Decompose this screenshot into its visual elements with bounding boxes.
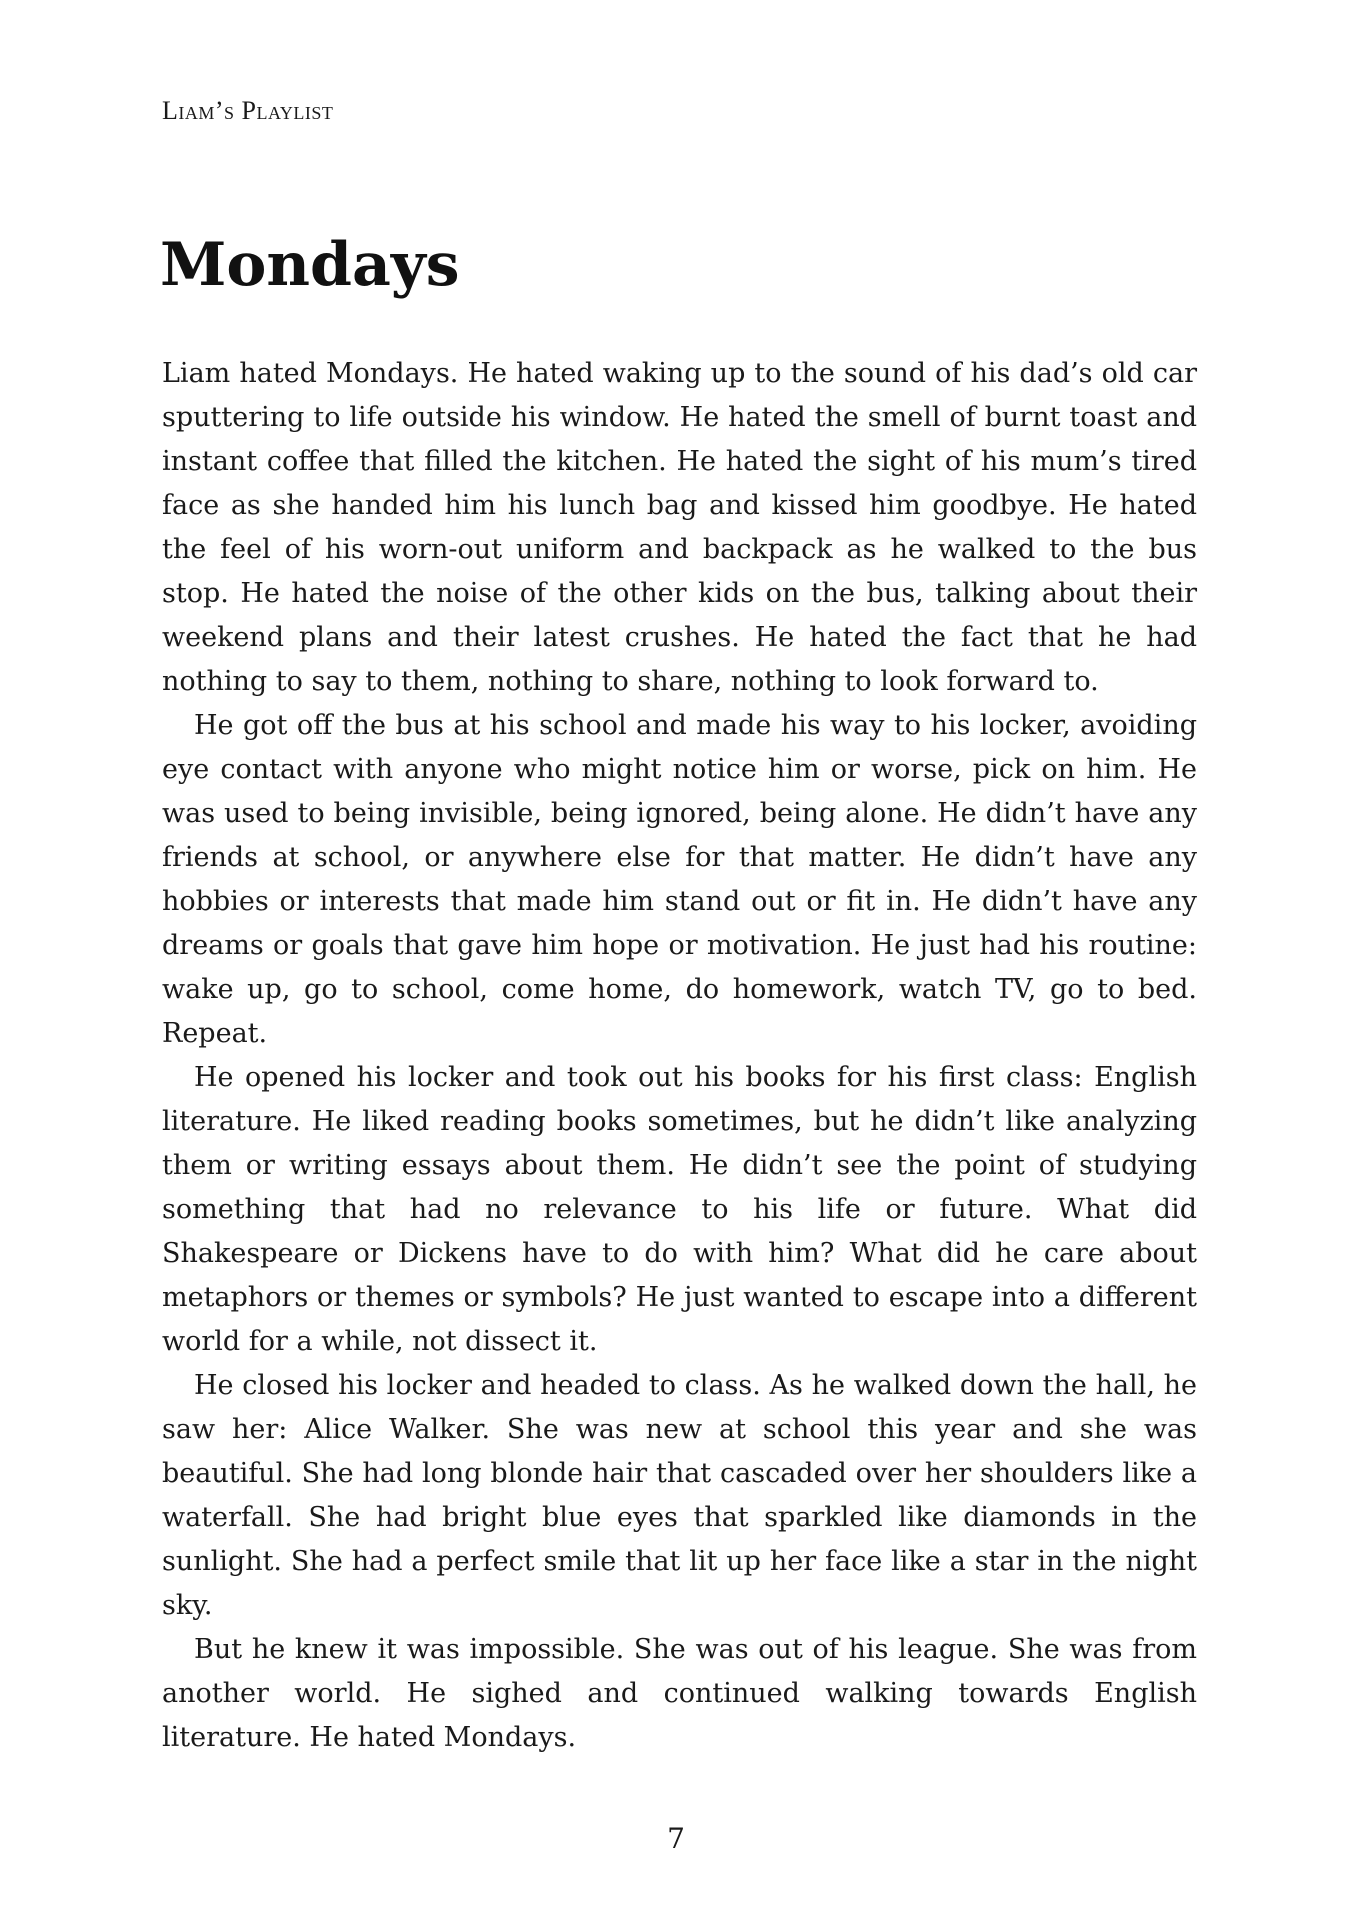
running-header: Liam’s Playlist	[162, 96, 334, 125]
paragraph-2: He got off the bus at his school and made his way to his locker, avoiding eye contact with anyone who might notice him or worse, pick on him. He was used to being invisible, being ignored, being alone. He didn’t have any friends at school, or anywhere else for that matter. He didn’t have any hobbies or interests that made him stand out or fit in. He didn’t have any dreams or goals that gave him hope or motivation. He just had his routine: wake up, go to school, come home, do homework, watch TV, go to bed. Repeat.	[162, 710, 1197, 1049]
paragraph-4: He closed his locker and headed to class. As he walked down the hall, he saw her: Alice Walker. She was new at school this year and she was beautiful. She had long blonde hair that cascaded over her shoulders like a waterfall. She had bright blue eyes that sparkled like diamonds in the sunlight. She had a perfect smile that lit up her face like a star in the night sky.	[162, 1370, 1197, 1621]
paragraph-5: But he knew it was impossible. She was out of his league. She was from another world. He sighed and continued walking towards English literature. He hated Mondays.	[162, 1634, 1197, 1753]
paragraph-3: He opened his locker and took out his books for his first class: English literature. He liked reading books sometimes, but he didn’t like analyzing them or writing essays about them. He didn’t see the point of studying something that had no relevance to his life or future. What did Shakespeare or Dickens have to do with him? What did he care about metaphors or themes or symbols? He just wanted to escape into a different world for a while, not dissect it.	[162, 1062, 1197, 1357]
paragraph-1: Liam hated Mondays. He hated waking up to the sound of his dad’s old car sputtering to life outside his window. He hated the smell of burnt toast and instant coffee that filled the kitchen. He hated the sight of his mum’s tired face as she handed him his lunch bag and kissed him goodbye. He hated the feel of his worn-out uniform and backpack as he walked to the bus stop. He hated the noise of the other kids on the bus, talking about their weekend plans and their latest crushes. He hated the fact that he had nothing to say to them, nothing to share, nothing to look forward to.	[162, 358, 1197, 697]
page-number: 7	[667, 1822, 685, 1855]
chapter-title: Mondays	[160, 230, 460, 300]
chapter-body	[162, 352, 1197, 1760]
